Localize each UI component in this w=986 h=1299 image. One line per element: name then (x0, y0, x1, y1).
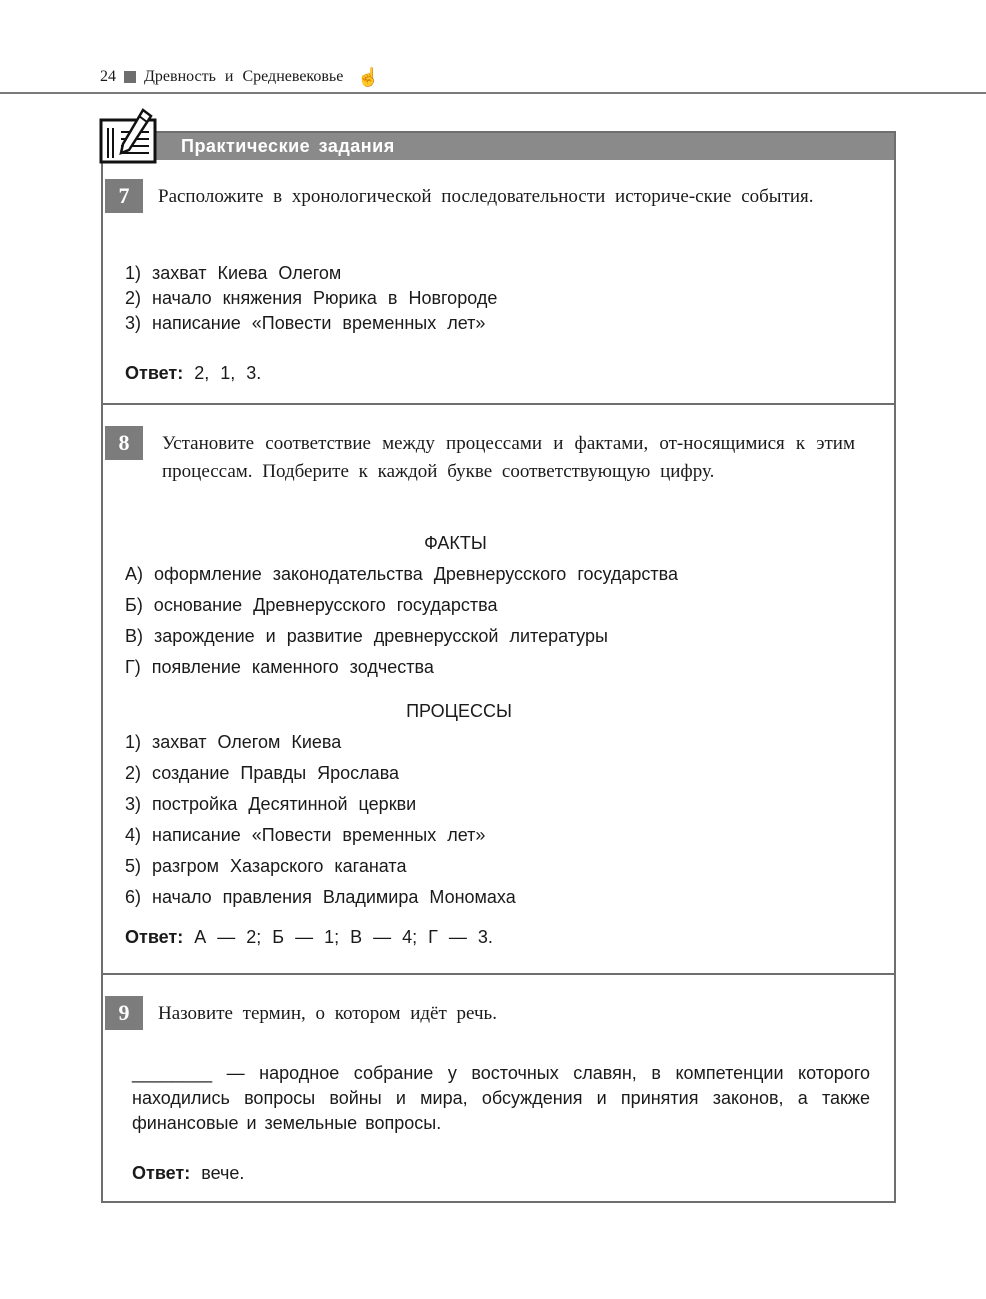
fact-item: В) зарождение и развитие древнерусской литературы (125, 626, 608, 646)
task-number-8: 8 (105, 426, 143, 460)
process-item: 2) создание Правды Ярослава (125, 763, 400, 783)
task-number-9: 9 (105, 996, 143, 1030)
answer-value: вече. (201, 1163, 245, 1183)
task-9-answer (132, 1161, 244, 1185)
notebook-pencil-icon (99, 108, 161, 166)
header-rule (0, 92, 986, 94)
answer-value: А — 2; Б — 1; В — 4; Г — 3. (194, 927, 493, 947)
answer-label: Ответ: (132, 1163, 191, 1183)
page-number: 24 (100, 68, 116, 85)
process-item: 3) постройка Десятинной церкви (125, 794, 417, 814)
task-7-item: 2) начало княжения Рюрика в Новгороде (125, 288, 498, 308)
task-divider (103, 403, 894, 405)
facts-heading: ФАКТЫ (424, 533, 487, 553)
task-8-answer (125, 925, 493, 949)
running-header (100, 64, 380, 90)
task-9-definition: ________ — народное собрание у восточных славян, в компетенции которого находились вопросы войны и мира, обсуждения и принятия законов, а также финансовые и земельные вопросы. (132, 1063, 870, 1133)
square-bullet-icon (124, 71, 136, 83)
process-item: 5) разгром Хазарского каганата (125, 856, 407, 876)
answer-label: Ответ: (125, 363, 184, 383)
task-number-7: 7 (105, 179, 143, 213)
fact-item: А) оформление законодательства Древнерусского государства (125, 564, 679, 584)
task-7-question: Расположите в хронологической последовательности историче-ские события. (158, 186, 814, 207)
task-8-question: Установите соответствие между процессами и фактами, от-носящимися к этим процессам. Подберите к каждой букве соответствующую цифру. (162, 433, 855, 482)
task-7-item: 1) захват Киева Олегом (125, 263, 342, 283)
answer-label: Ответ: (125, 927, 184, 947)
fact-item: Б) основание Древнерусского государства (125, 595, 498, 615)
processes-heading: ПРОЦЕССЫ (406, 701, 512, 721)
process-item: 6) начало правления Владимира Мономаха (125, 887, 516, 907)
pointing-hand-icon: ☝ (357, 66, 380, 87)
task-7-item: 3) написание «Повести временных лет» (125, 313, 486, 333)
process-item: 1) захват Олегом Киева (125, 732, 342, 752)
task-divider (103, 973, 894, 975)
answer-value: 2, 1, 3. (194, 363, 262, 383)
practice-tasks-frame (101, 131, 896, 1203)
task-7-answer (125, 361, 261, 385)
process-item: 4) написание «Повести временных лет» (125, 825, 486, 845)
block-title: Практические задания (103, 133, 894, 160)
section-title: Древность и Средневековье (144, 68, 344, 85)
task-9-question: Назовите термин, о котором идёт речь. (158, 1003, 497, 1024)
fact-item: Г) появление каменного зодчества (125, 657, 434, 677)
